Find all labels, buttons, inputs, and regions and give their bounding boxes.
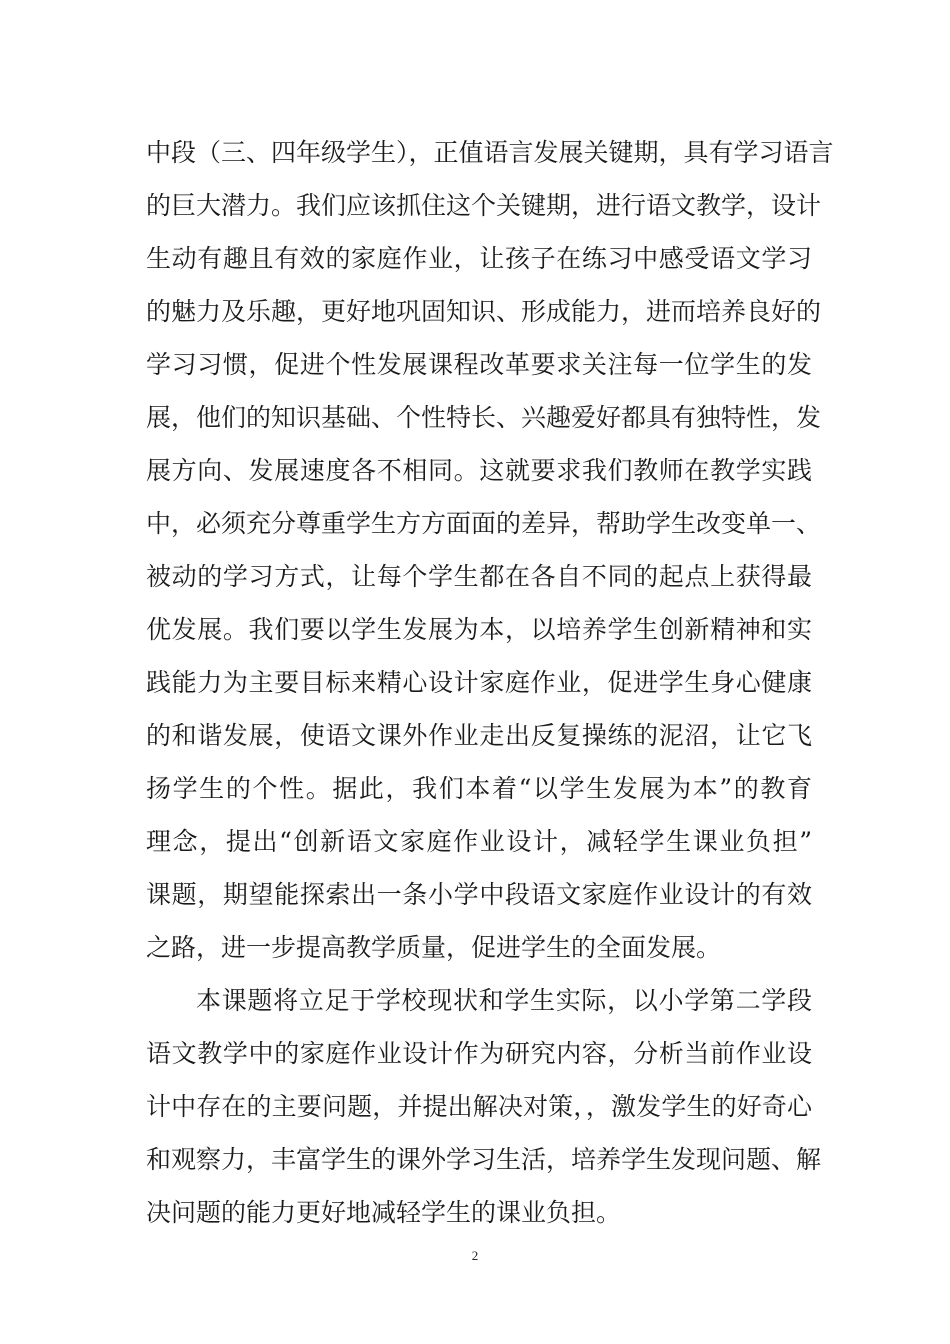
text-line: 的魅力及乐趣，更好地巩固知识、形成能力，进而培养良好的: [146, 297, 822, 326]
text-line: 中，必须充分尊重学生方方面面的差异，帮助学生改变单一、: [146, 509, 822, 538]
text-line: 展，他们的知识基础、个性特长、兴趣爱好都具有独特性，发: [146, 403, 822, 432]
text-line: 决问题的能力更好地减轻学生的课业负担。: [146, 1198, 622, 1227]
text-line: 的巨大潜力。我们应该抓住这个关键期，进行语文教学，设计: [146, 191, 822, 220]
paragraph-2: [146, 974, 822, 1239]
text-line: 学习习惯，促进个性发展课程改革要求关注每一位学生的发: [146, 350, 812, 379]
text-line: 课题，期望能探索出一条小学中段语文家庭作业设计的有效: [146, 880, 812, 909]
text-line: 和观察力，丰富学生的课外学习生活，培养学生发现问题、解: [146, 1145, 822, 1174]
page-number: 2: [471, 1248, 479, 1263]
text-line: 的和谐发展，使语文课外作业走出反复操练的泥沼，让它飞: [146, 721, 812, 750]
paragraph-1: [146, 126, 834, 974]
text-line: 扬学生的个性。据此，我们本着“以学生发展为本”的教育: [146, 774, 812, 803]
text-line: 展方向、发展速度各不相同。这就要求我们教师在教学实践: [146, 456, 812, 485]
text-line: 计中存在的主要问题，并提出解决对策，，激发学生的好奇心: [146, 1092, 812, 1121]
text-line: 优发展。我们要以学生发展为本，以培养学生创新精神和实: [146, 615, 812, 644]
text-line: 之路，进一步提高教学质量，促进学生的全面发展。: [146, 933, 722, 962]
text-line: 理念，提出“创新语文家庭作业设计，减轻学生课业负担”: [146, 827, 812, 856]
body-text: [146, 126, 834, 1239]
text-line: 中段（三、四年级学生），正值语言发展关键期，具有学习语言: [146, 138, 834, 167]
text-line: 本课题将立足于学校现状和学生实际，以小学第二学段: [196, 986, 812, 1015]
text-line: 语文教学中的家庭作业设计作为研究内容，分析当前作业设: [146, 1039, 812, 1068]
text-line: 践能力为主要目标来精心设计家庭作业，促进学生身心健康: [146, 668, 812, 697]
text-line: 被动的学习方式，让每个学生都在各自不同的起点上获得最: [146, 562, 812, 591]
text-line: 生动有趣且有效的家庭作业，让孩子在练习中感受语文学习: [146, 244, 812, 273]
